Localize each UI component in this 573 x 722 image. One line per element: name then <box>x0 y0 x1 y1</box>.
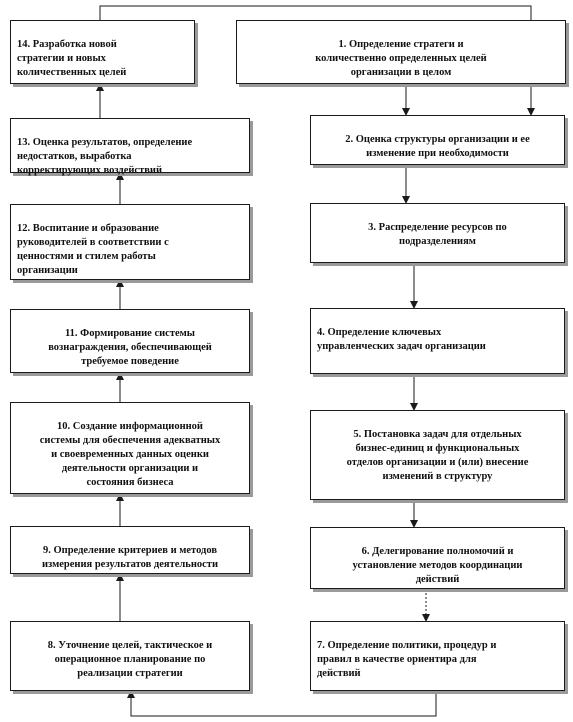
step-13-box <box>10 118 250 176</box>
step-2-box <box>310 115 565 165</box>
step-12-box <box>10 204 250 280</box>
step-11-label: 11. Формирование системы вознаграждения, обеспечивающей требуемое поведение <box>48 328 212 367</box>
step-1-box <box>236 20 566 84</box>
step-9-label: 9. Определение критериев и методов измерения результатов деятельности <box>41 545 219 570</box>
step-10-label: 10. Создание информационной системы для обеспечения адекватных и своевременных данных оценки деятельности организации и состояния бизнеса <box>39 421 221 488</box>
step-12-label: 12. Воспитание и образование руководителей в соответствии с ценностями и стилем работы организации <box>17 223 169 276</box>
step-8-box <box>10 621 250 691</box>
step-13-label: 13. Оценка результатов, определение недостатков, выработка корректирующих воздействий <box>17 137 193 176</box>
step-11-box <box>10 309 250 373</box>
step-4-label: 4. Определение ключевых управленческих задач организации <box>317 327 486 352</box>
arrow-7-to-8 <box>131 691 436 716</box>
step-2-label: 2. Оценка структуры организации и ее изменение при необходимости <box>345 134 530 159</box>
step-6-box <box>310 527 565 589</box>
step-14-label: 14. Разработка новой стратегии и новых количественных целей <box>17 39 127 78</box>
step-6-label: 6. Делегирование полномочий и установление методов координации действий <box>352 546 523 585</box>
step-3-box <box>310 203 565 263</box>
step-7-label: 7. Определение политики, процедур и правил в качестве ориентира для действий <box>317 640 497 679</box>
step-8-label: 8. Уточнение целей, тактическое и операционное планирование по реализации стратегии <box>47 640 213 679</box>
step-3-label: 3. Распределение ресурсов по подразделениям <box>368 222 507 247</box>
step-9-box <box>10 526 250 574</box>
step-14-box <box>10 20 195 84</box>
step-5-box <box>310 410 565 500</box>
step-1-label: 1. Определение стратеги и количественно определенных целей организации в целом <box>315 39 487 78</box>
step-4-box <box>310 308 565 374</box>
step-7-box <box>310 621 565 691</box>
step-5-label: 5. Постановка задач для отдельных бизнес-единиц и функциональных отделов организации и (или) внесение изменений в структуру <box>346 429 529 482</box>
step-10-box <box>10 402 250 494</box>
